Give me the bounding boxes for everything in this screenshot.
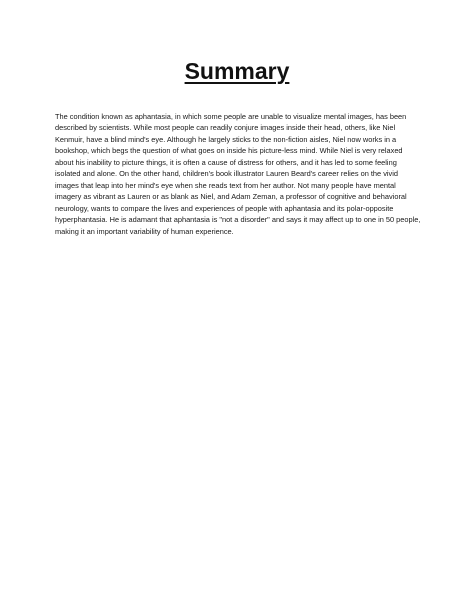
summary-paragraph: The condition known as aphantasia, in which some people are unable to visualize mental images, has been described by scientists. While most people can readily conjure images inside their head, others, like Niel Kenmuir, have a blind mind's eye. Although he largely sticks to the non-fiction aisles, Niel now works in a bookshop, which begs the question of what goes on inside his picture-less mind. While Niel is very relaxed about his inability to picture things, it is often a cause of distress for others, and it has led to some feeling isolated and alone. On the other hand, children's book illustrator Lauren Beard's career relies on the vivid images that leap into her mind's eye when she reads text from her author. Not many people have mental imagery as vibrant as Lauren or as blank as Niel, and Adam Zeman, a professor of cognitive and behavioral neurology, wants to compare the lives and experiences of people with aphantasia and its polar-opposite hyperphantasia. He is adamant that aphantasia is "not a disorder" and says it may affect up to one in 50 people, making it an important variability of human experience. bbox=[55, 112, 421, 236]
page-title: Summary bbox=[184, 58, 290, 84]
